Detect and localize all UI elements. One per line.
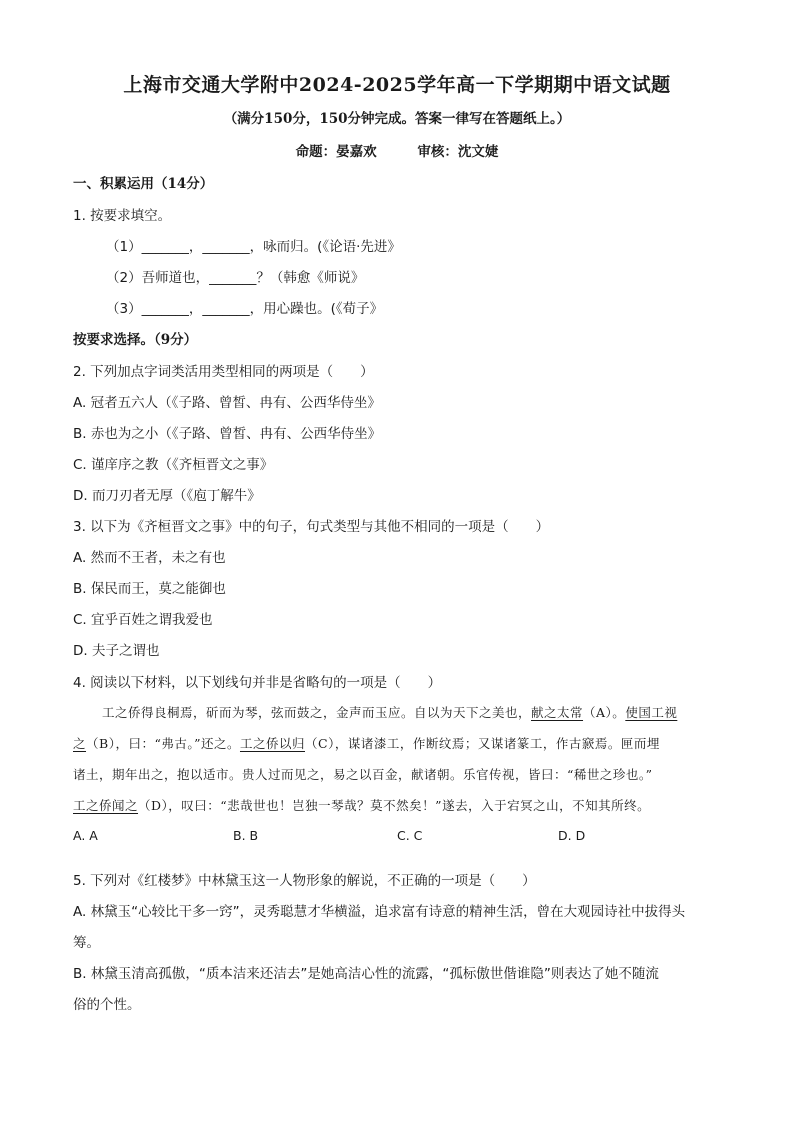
- q5-stem: 5. 下列对《红楼梦》中林黛玉这一人物形象的解说，不正确的一项是（ ）: [73, 873, 536, 889]
- q1-stem: 1. 按要求填空。: [73, 208, 172, 224]
- q4-option: C. C: [397, 828, 423, 843]
- sub-heading: 按要求选择。（9分）: [73, 332, 198, 348]
- q4-option: A. A: [73, 828, 98, 843]
- q1-item: （3）_______，_______，用心躁也。(《荀子》: [106, 301, 384, 317]
- q4-option: D. D: [558, 828, 586, 843]
- passage-text: （C），谋诸漆工，作断纹焉；又谋诸篆工，作古窾焉。匣而埋: [305, 736, 660, 751]
- q2-option: A. 冠者五六人（《子路、曾皙、冉有、公西华侍坐》: [73, 395, 381, 411]
- passage-line: [102, 703, 752, 721]
- q3-option: C. 宜乎百姓之谓我爱也: [73, 612, 213, 628]
- underlined-sentence-b: 之: [73, 736, 87, 751]
- q5-option-cont: 俗的个性。: [73, 997, 141, 1013]
- q5-option: B. 林黛玉清高孤傲，“质本洁来还洁去”是她高洁心性的流露，“孤标傲世偕谁隐”则表达了她不随流: [73, 966, 659, 982]
- q2-option: C. 谨庠序之教（《齐桓晋文之事》: [73, 457, 274, 473]
- page-subtitle: （满分150分，150分钟完成。答案一律写在答题纸上。）: [223, 111, 571, 127]
- underlined-sentence-a: 献之太常: [531, 705, 584, 720]
- underlined-sentence-b: 使国工视: [625, 705, 678, 720]
- q3-option: D. 夫子之谓也: [73, 643, 160, 659]
- q2-option: D. 而刀刃者无厚（《庖丁解牛》: [73, 488, 261, 504]
- q5-option-cont: 筹。: [73, 935, 100, 951]
- underlined-sentence-d: 工之侨闻之: [73, 798, 139, 813]
- passage-text: （A）。: [583, 705, 626, 720]
- q3-stem: 3. 以下为《齐桓晋文之事》中的句子，句式类型与其他不相同的一项是（ ）: [73, 519, 550, 535]
- passage-line: [73, 796, 723, 814]
- q4-stem: 4. 阅读以下材料，以下划线句并非是省略句的一项是（ ）: [73, 675, 442, 691]
- q2-stem: 2. 下列加点字词类活用类型相同的两项是（ ）: [73, 364, 374, 380]
- passage-line: 诸土，期年出之，抱以适市。贵人过而见之，易之以百金，献诸朝。乐官传视，皆曰：“稀世之珍也。”: [73, 767, 653, 782]
- q2-option: B. 赤也为之小（《子路、曾皙、冉有、公西华侍坐》: [73, 426, 382, 442]
- q1-item: （2）吾师道也，_______？（韩愈《师说》: [106, 270, 365, 286]
- q5-option: A. 林黛玉“心较比干多一窍”，灵秀聪慧才华横溢，追求富有诗意的精神生活，曾在大观园诗社中拔得头: [73, 904, 686, 920]
- authors-line: [0, 140, 794, 160]
- passage-line: [73, 734, 723, 752]
- q3-option: A. 然而不王者，未之有也: [73, 550, 226, 566]
- author-label: 命题：晏嘉欢: [295, 144, 377, 160]
- q3-option: B. 保民而王，莫之能御也: [73, 581, 226, 597]
- underlined-sentence-c: 工之侨以归: [239, 736, 305, 751]
- passage-text: 工之侨得良桐焉，斫而为琴，弦而鼓之，金声而玉应。自以为天下之美也，: [102, 705, 532, 720]
- passage-text: （D），叹曰：“悲哉世也！岂独一琴哉？莫不然矣！”遂去，入于宕冥之山，不知其所终。: [138, 798, 651, 813]
- section-heading: 一、积累运用（14分）: [73, 176, 214, 192]
- page-title: 上海市交通大学附中2024-2025学年高一下学期期中语文试题: [123, 74, 671, 96]
- q4-option: B. B: [233, 828, 259, 843]
- passage-text: （B），曰：“弗古。”还之。: [86, 736, 240, 751]
- q1-item: （1）_______，_______，咏而归。(《论语·先进》: [106, 239, 401, 255]
- reviewer-label: 审核：沈文婕: [417, 144, 499, 160]
